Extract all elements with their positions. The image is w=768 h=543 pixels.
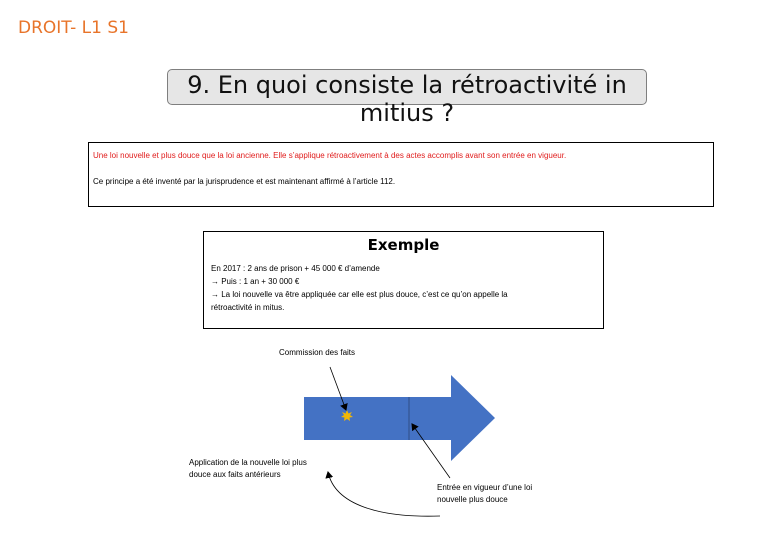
commission-label: Commission des faits [279,348,356,357]
example-line-4: rétroactivité in mitus. [211,303,285,312]
application-curve-arrow [328,472,440,516]
application-label-line-2: douce aux faits antérieurs [189,470,281,479]
definition-text: Une loi nouvelle et plus douce que la loi ancienne. Elle s’applique rétroactivement à des actes accomplis avant son entrée en vigueur. [93,151,567,160]
entry-label-line-1: Entrée en vigueur d’une loi [437,483,533,492]
example-line-3: → La loi nouvelle va être appliquée car elle est plus douce, c’est ce qu’on appelle la [211,290,508,299]
example-line-2: → Puis : 1 an + 30 000 € [211,277,300,286]
jurisprudence-text: Ce principe a été inventé par la jurisprudence et est maintenant affirmé à l’article 112. [93,177,396,186]
example-title: Exemple [367,236,440,254]
course-header: DROIT- L1 S1 [18,18,129,38]
entry-label-line-2: nouvelle plus douce [437,495,508,504]
slide-title: 9. En quoi consiste la rétroactivité in mitius ? [187,71,627,127]
application-label-line-1: Application de la nouvelle loi plus [189,458,307,467]
example-line-1: En 2017 : 2 ans de prison + 45 000 € d’amende [211,264,380,273]
timeline-arrow-shape [304,375,495,461]
